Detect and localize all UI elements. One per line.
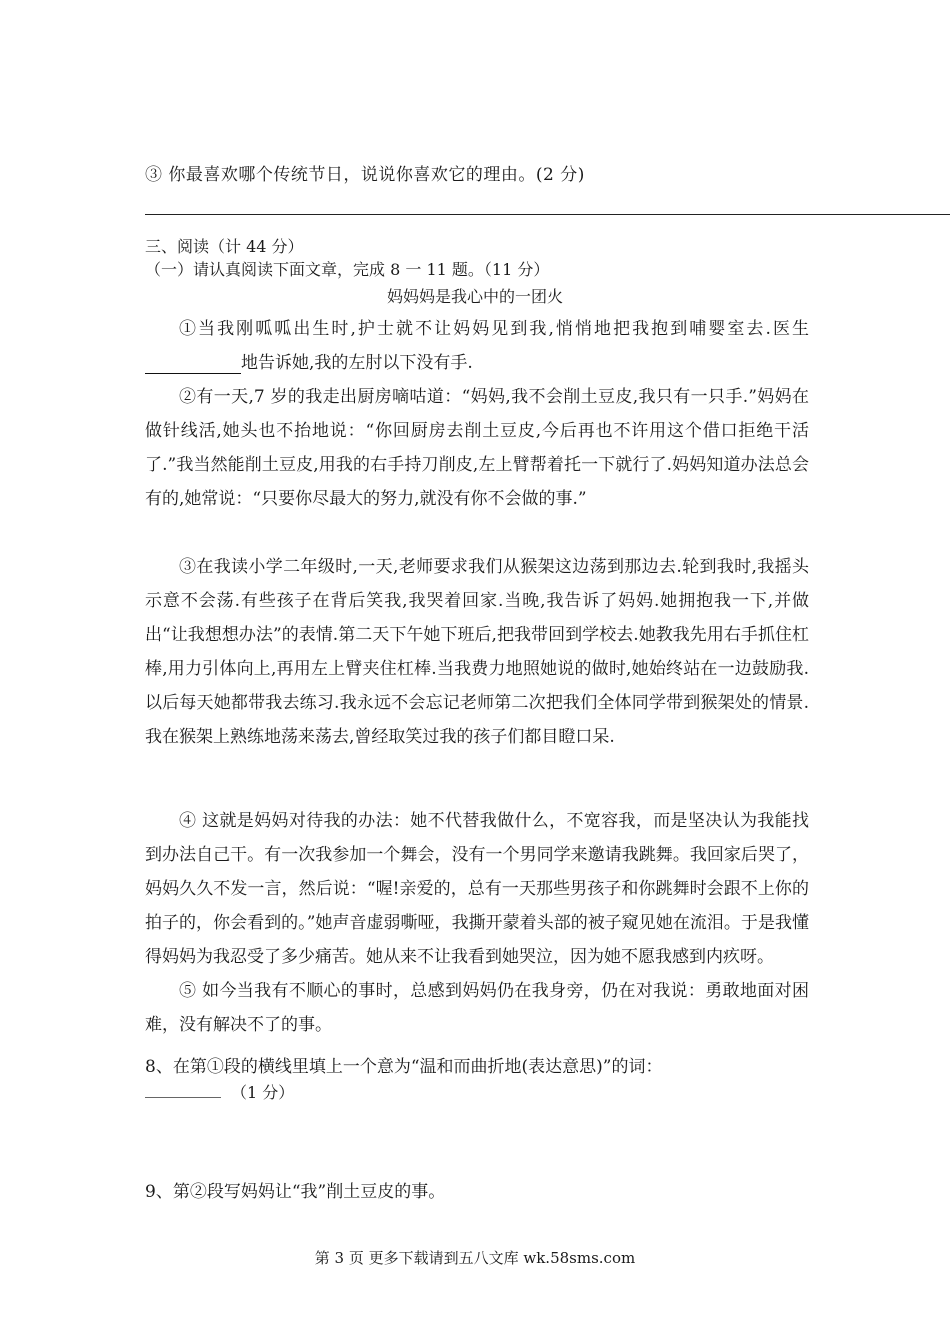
- fill-blank-2: [145, 1083, 221, 1098]
- question-8-score: （1 分）: [231, 1083, 295, 1102]
- fill-blank-1: [145, 355, 241, 374]
- question-9: 9、第②段写妈妈让“我”削土豆皮的事。: [145, 1182, 446, 1202]
- subsection-instruction: （一）请认真阅读下面文章，完成 8 一 11 题。（11 分）: [145, 260, 550, 279]
- section-title: 三、阅读（计 44 分）: [145, 237, 304, 256]
- paragraph-3: ③在我读小学二年级时,一天,老师要求我们从猴架这边荡到那边去.轮到我时,我摇头示意不会荡.有些孩子在背后笑我,我哭着回家.当晚,我告诉了妈妈.她拥抱我一下,并做出“让我想想办法”的表情.第二天下午她下班后,把我带回到学校去.她教我先用右手抓住杠棒,用力引体向上,再用左上臂夹住杠棒.当我费力地照她说的做时,她始终站在一边鼓励我.以后每天她都带我去练习.我永远不会忘记老师第二次把我们全体同学带到猴架处的情景.我在猴架上熟练地荡来荡去,曾经取笑过我的孩子们都目瞪口呆.: [145, 557, 809, 747]
- question-3: ③ 你最喜欢哪个传统节日，说说你喜欢它的理由。(2 分): [145, 165, 585, 185]
- paragraph-1: [145, 312, 809, 380]
- paragraph-4: ④ 这就是妈妈对待我的办法：她不代替我做什么，不宽容我，而是坚决认为我能找到办法自己干。有一次我参加一个舞会，没有一个男同学来邀请我跳舞。我回家后哭了，妈妈久久不发一言，然后说：“喔!亲爱的，总有一天那些男孩子和你跳舞时会跟不上你的拍子的，你会看到的。”她声音虚弱嘶哑，我撕开蒙着头部的被子窥见她在流泪。于是我懂得妈妈为我忍受了多少痛苦。她从来不让我看到她哭泣，因为她不愿我感到内疚呀。: [145, 811, 809, 967]
- page-footer: 第 3 页 更多下载请到五八文库 wk.58sms.com: [314, 1249, 636, 1267]
- paragraph-2: ②有一天,7 岁的我走出厨房嘀咕道：“妈妈,我不会削土豆皮,我只有一只手.”妈妈在做针线活,她头也不抬地说：“你回厨房去削土豆皮,今后再也不许用这个借口拒绝干活了.”我当然能削土豆皮,用我的右手持刀削皮,左上臂帮着托一下就行了.妈妈知道办法总会有的,她常说：“只要你尽最大的努力,就没有你不会做的事.”: [145, 387, 809, 509]
- paragraph-5: ⑤ 如今当我有不顺心的事时，总感到妈妈仍在我身旁，仍在对我说：勇敢地面对困难，没有解决不了的事。: [145, 981, 809, 1035]
- answer-line: [145, 214, 950, 215]
- paragraph-1-before: ①当我刚呱呱出生时,护士就不让妈妈见到我,悄悄地把我抱到哺婴室去.医生: [179, 319, 809, 339]
- paragraph-1-after: 地告诉她,我的左肘以下没有手.: [241, 353, 473, 373]
- question-8: 8、在第①段的横线里填上一个意为“温和而曲折地(表达意思)”的词：: [145, 1057, 663, 1077]
- article-title: 妈妈妈是我心中的一团火: [386, 287, 563, 306]
- question-8-answer: [145, 1080, 294, 1103]
